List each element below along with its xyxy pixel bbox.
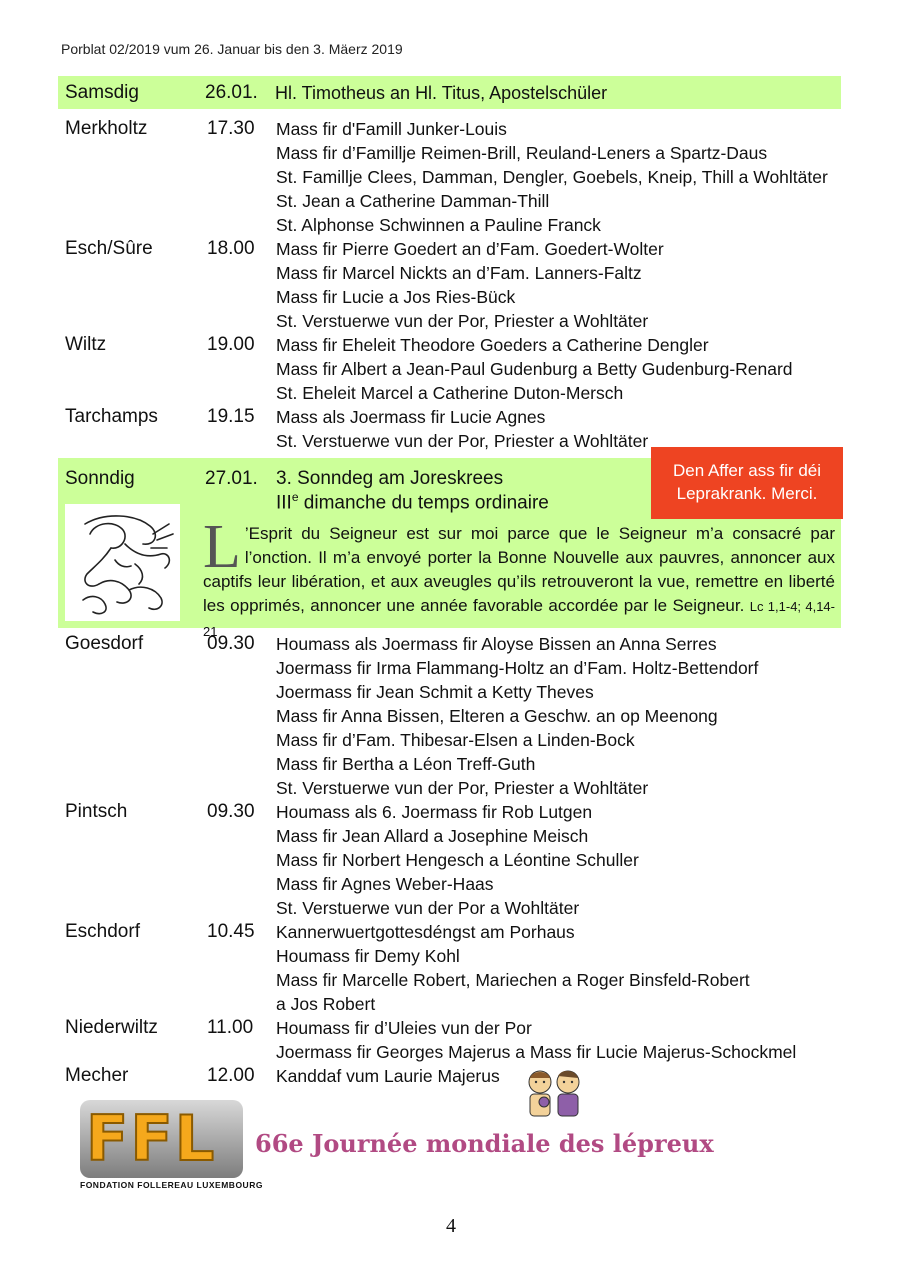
intention-text: als 6. Joermass fir Rob Lutgen — [349, 802, 593, 822]
intention-text: St. Familljе Clees, Damman, Dengler, Goebels, Kneip, Thill a Wohltäter — [276, 167, 828, 187]
intention-text: Joermass fir Jean Schmit a Ketty Theves — [276, 682, 594, 702]
intention-text: vum Laurie Majerus — [341, 1066, 500, 1086]
mass-intention — [276, 431, 648, 452]
mass-intention — [276, 730, 635, 751]
intention-text: St. Verstuerwe vun der Por, Priester a Wohltäter — [276, 311, 649, 331]
offering-notice — [651, 447, 843, 519]
mass-intention — [276, 658, 758, 679]
mass-intention — [276, 754, 535, 775]
place-name: Eschdorf — [65, 921, 140, 942]
mass-intention — [276, 215, 601, 236]
mass-intention — [276, 191, 549, 212]
intention-text: Mass fir Anna Bissen, Elteren a Geschw. an op Meenong — [276, 706, 718, 726]
mass-intention — [276, 311, 648, 332]
intention-text: Joermass fir Georges Majerus a Mass fir Lucie Majerus-Schockmel — [276, 1042, 797, 1062]
mass-intention — [276, 143, 767, 164]
sunday-date: 27.01. — [205, 468, 258, 489]
mass-intention — [276, 167, 828, 188]
offering-line-2: Leprakrank. Merci. — [676, 484, 818, 503]
intention-text: Mass fir d’Fam. Thibesar-Elsen a Linden-Bock — [276, 730, 635, 750]
sunday-subtitle: IIIe dimanche du temps ordinaire — [276, 490, 549, 514]
intention-lead: Kannerwuertgottesdéngst am Porhaus — [276, 922, 575, 942]
mass-intention — [276, 994, 375, 1015]
gospel-quote — [203, 513, 835, 644]
quote-drop-cap: L — [203, 513, 241, 581]
mass-time: 17.30 — [207, 118, 255, 139]
intention-text: Mass fir Agnes Weber-Haas — [276, 874, 494, 894]
intention-lead: Mass — [276, 335, 318, 355]
ffl-logo — [80, 1100, 263, 1192]
place-name: Tarchamps — [65, 406, 158, 427]
intention-text: St. Verstuerwe vun der Por, Priester a Wohltäter — [276, 778, 649, 798]
intention-text: Mass fir Albert a Jean-Paul Gudenburg a Betty Gudenburg-Renard — [276, 359, 793, 379]
mass-intention — [276, 778, 648, 799]
place-name: Pintsch — [65, 801, 128, 822]
intention-text: Mass fir Norbert Hengesch a Léontine Schuller — [276, 850, 639, 870]
mass-time: 10.45 — [207, 921, 255, 942]
mass-intention — [276, 850, 639, 871]
intention-lead: Houmass — [276, 634, 350, 654]
intention-text: St. Verstuerwe vun der Por a Wohltäter — [276, 898, 580, 918]
mass-intention — [276, 826, 588, 847]
intention-text: St. Verstuerwe vun der Por, Priester a Wohltäter — [276, 431, 649, 451]
intention-text: Mass fir Jean Allard a Josephine Meisch — [276, 826, 589, 846]
mass-intention — [276, 874, 494, 895]
intention-lead: Houmass — [276, 946, 350, 966]
intention-text: fir Pierre Goedert an d’Fam. Goedert-Wolter — [317, 239, 664, 259]
intention-lead: Mass — [276, 239, 318, 259]
intention-lead: Houmass — [276, 1018, 350, 1038]
sunday-title: 3. Sonndeg am Joreskrees — [276, 468, 504, 489]
intention-text: Mass fir Marcel Nickts an d’Fam. Lanners-Faltz — [276, 263, 642, 283]
mass-time: 19.00 — [207, 334, 255, 355]
mass-time: 09.30 — [207, 633, 255, 654]
page-number: 4 — [446, 1215, 456, 1237]
page-header: Porblat 02/2019 vum 26. Januar bis den 3. Mäerz 2019 — [61, 41, 403, 57]
saturday-date: 26.01. — [205, 82, 258, 103]
logo-subtitle: FONDATION FOLLEREAU LUXEMBOURG — [80, 1180, 263, 1190]
quote-text: ’Esprit du Seigneur est sur moi parce que le Seigneur m’a consacré par l’onction. Il m’a envoyé porter la Bonne Nouvelle aux pauvres, annoncer aux captifs leur libération, et aux aveugles qu’ils retrouveront la vue, remettre en liberté les opprimés, annoncer une année favorable accordée par le Seigneur. — [203, 524, 835, 615]
mass-intention — [276, 263, 642, 284]
sunday-day: Sonndig — [65, 468, 135, 489]
mass-intention — [276, 1066, 500, 1087]
intention-text: fir d’Uleies vun der Por — [349, 1018, 532, 1038]
intention-text: Mass fir d’Famillje Reimen-Brill, Reuland-Leners a Spartz-Daus — [276, 143, 768, 163]
intention-text: Mass fir Bertha a Léon Treff-Guth — [276, 754, 536, 774]
intention-text: als Joermass fir Lucie Agnes — [317, 407, 546, 427]
intention-lead: Kanddaf — [276, 1066, 342, 1086]
intention-text: St. Alphonse Schwinnen a Pauline Franck — [276, 215, 601, 235]
saturday-title: Hl. Timotheus an Hl. Titus, Apostelschüler — [275, 83, 608, 103]
mass-intention — [276, 634, 717, 655]
logo-letters: FFL — [86, 1102, 217, 1175]
intention-text: Mass fir Marcelle Robert, Mariechen a Roger Binsfeld-Robert — [276, 970, 750, 990]
intention-text: fir d'Famill Junker-Louis — [317, 119, 507, 139]
mass-intention — [276, 922, 575, 943]
offering-line-1: Den Affer ass fir déi — [672, 461, 822, 480]
mass-intention — [276, 802, 592, 823]
mass-intention — [276, 287, 515, 308]
saturday-bar — [58, 76, 841, 109]
mass-time: 09.30 — [207, 801, 255, 822]
intention-text: St. Eheleit Marcel a Catherine Duton-Mersch — [276, 383, 624, 403]
place-name: Mecher — [65, 1065, 129, 1086]
gospel-illustration — [65, 504, 180, 621]
mass-intention — [276, 1042, 796, 1063]
mass-intention — [276, 383, 623, 404]
place-name: Wiltz — [65, 334, 107, 355]
mass-intention — [276, 119, 507, 140]
mass-intention — [276, 898, 579, 919]
mass-intention — [276, 407, 545, 428]
mass-intention — [276, 239, 664, 260]
quote-reference: Lc 1,1-4; 4,14-21 — [203, 599, 835, 639]
intention-text: fir Eheleit Theodore Goeders a Catherine Dengler — [317, 335, 709, 355]
children-illustration — [522, 1068, 588, 1122]
intention-text: St. Jean a Catherine Damman-Thill — [276, 191, 550, 211]
place-name: Esch/Sûre — [65, 238, 153, 259]
mass-intention — [276, 706, 718, 727]
intention-text: als Joermass fir Aloyse Bissen an Anna Serres — [349, 634, 717, 654]
intention-text: fir Demy Kohl — [349, 946, 460, 966]
intention-lead: Houmass — [276, 802, 350, 822]
intention-text: Mass fir Lucie a Jos Ries-Bück — [276, 287, 516, 307]
intention-text: a Jos Robert — [276, 994, 376, 1014]
mass-intention — [276, 1018, 532, 1039]
journee-title: 66e Journée mondiale des lépreux — [255, 1129, 714, 1158]
saturday-day: Samsdig — [65, 82, 139, 103]
mass-intention — [276, 970, 750, 991]
intention-text: Joermass fir Irma Flammang-Holtz an d’Fam. Holtz-Bettendorf — [276, 658, 759, 678]
place-name: Goesdorf — [65, 633, 144, 654]
mass-time: 19.15 — [207, 406, 255, 427]
mass-intention — [276, 946, 460, 967]
intention-lead: Mass — [276, 119, 318, 139]
mass-time: 11.00 — [207, 1017, 254, 1038]
mass-intention — [276, 682, 594, 703]
mass-intention — [276, 335, 709, 356]
mass-time: 12.00 — [207, 1065, 255, 1086]
intention-lead: Mass — [276, 407, 318, 427]
place-name: Merkholtz — [65, 118, 148, 139]
mass-intention — [276, 359, 793, 380]
place-name: Niederwiltz — [65, 1017, 158, 1038]
mass-time: 18.00 — [207, 238, 255, 259]
